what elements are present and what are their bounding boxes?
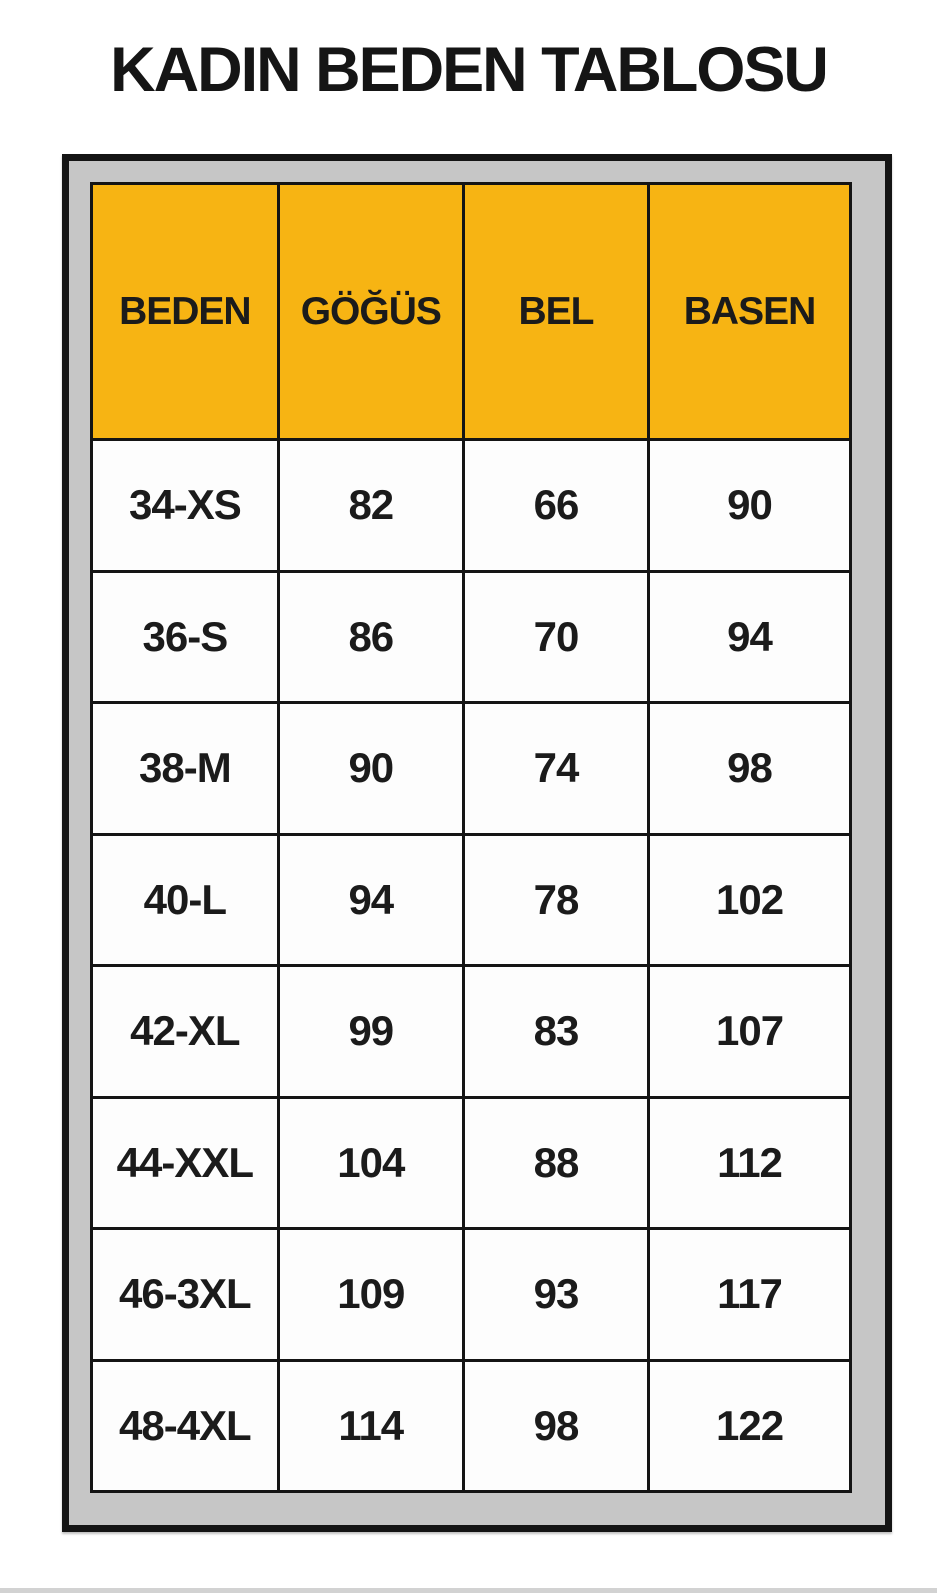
column-header-gogus: GÖĞÜS [278, 184, 463, 440]
column-header-bel: BEL [463, 184, 648, 440]
size-label-cell: 36-S [92, 571, 279, 703]
measurement-cell: 90 [278, 703, 463, 835]
size-label-cell: 40-L [92, 834, 279, 966]
column-header-basen: BASEN [649, 184, 851, 440]
measurement-cell: 90 [649, 440, 851, 572]
measurement-cell: 98 [649, 703, 851, 835]
measurement-cell: 86 [278, 571, 463, 703]
measurement-cell: 114 [278, 1360, 463, 1492]
table-row [92, 571, 851, 703]
size-label-cell: 46-3XL [92, 1229, 279, 1361]
measurement-cell: 88 [463, 1097, 648, 1229]
bottom-edge-artifact [0, 1588, 937, 1593]
table-row [92, 703, 851, 835]
size-label-cell: 44-XXL [92, 1097, 279, 1229]
table-row [92, 1229, 851, 1361]
size-table [90, 182, 852, 1493]
measurement-cell: 104 [278, 1097, 463, 1229]
measurement-cell: 117 [649, 1229, 851, 1361]
measurement-cell: 99 [278, 966, 463, 1098]
table-row [92, 1360, 851, 1492]
measurement-cell: 107 [649, 966, 851, 1098]
measurement-cell: 93 [463, 1229, 648, 1361]
measurement-cell: 112 [649, 1097, 851, 1229]
header-row [92, 184, 851, 440]
measurement-cell: 74 [463, 703, 648, 835]
column-header-beden: BEDEN [92, 184, 279, 440]
size-label-cell: 42-XL [92, 966, 279, 1098]
page-title: KADIN BEDEN TABLOSU [110, 35, 827, 105]
table-row [92, 966, 851, 1098]
measurement-cell: 109 [278, 1229, 463, 1361]
measurement-cell: 98 [463, 1360, 648, 1492]
measurement-cell: 102 [649, 834, 851, 966]
size-chart-frame [62, 154, 892, 1532]
table-row [92, 440, 851, 572]
measurement-cell: 66 [463, 440, 648, 572]
table-row [92, 1097, 851, 1229]
size-label-cell: 34-XS [92, 440, 279, 572]
size-label-cell: 38-M [92, 703, 279, 835]
measurement-cell: 83 [463, 966, 648, 1098]
measurement-cell: 70 [463, 571, 648, 703]
measurement-cell: 82 [278, 440, 463, 572]
measurement-cell: 94 [278, 834, 463, 966]
table-row [92, 834, 851, 966]
measurement-cell: 122 [649, 1360, 851, 1492]
measurement-cell: 78 [463, 834, 648, 966]
size-table-body [92, 440, 851, 1492]
measurement-cell: 94 [649, 571, 851, 703]
size-label-cell: 48-4XL [92, 1360, 279, 1492]
